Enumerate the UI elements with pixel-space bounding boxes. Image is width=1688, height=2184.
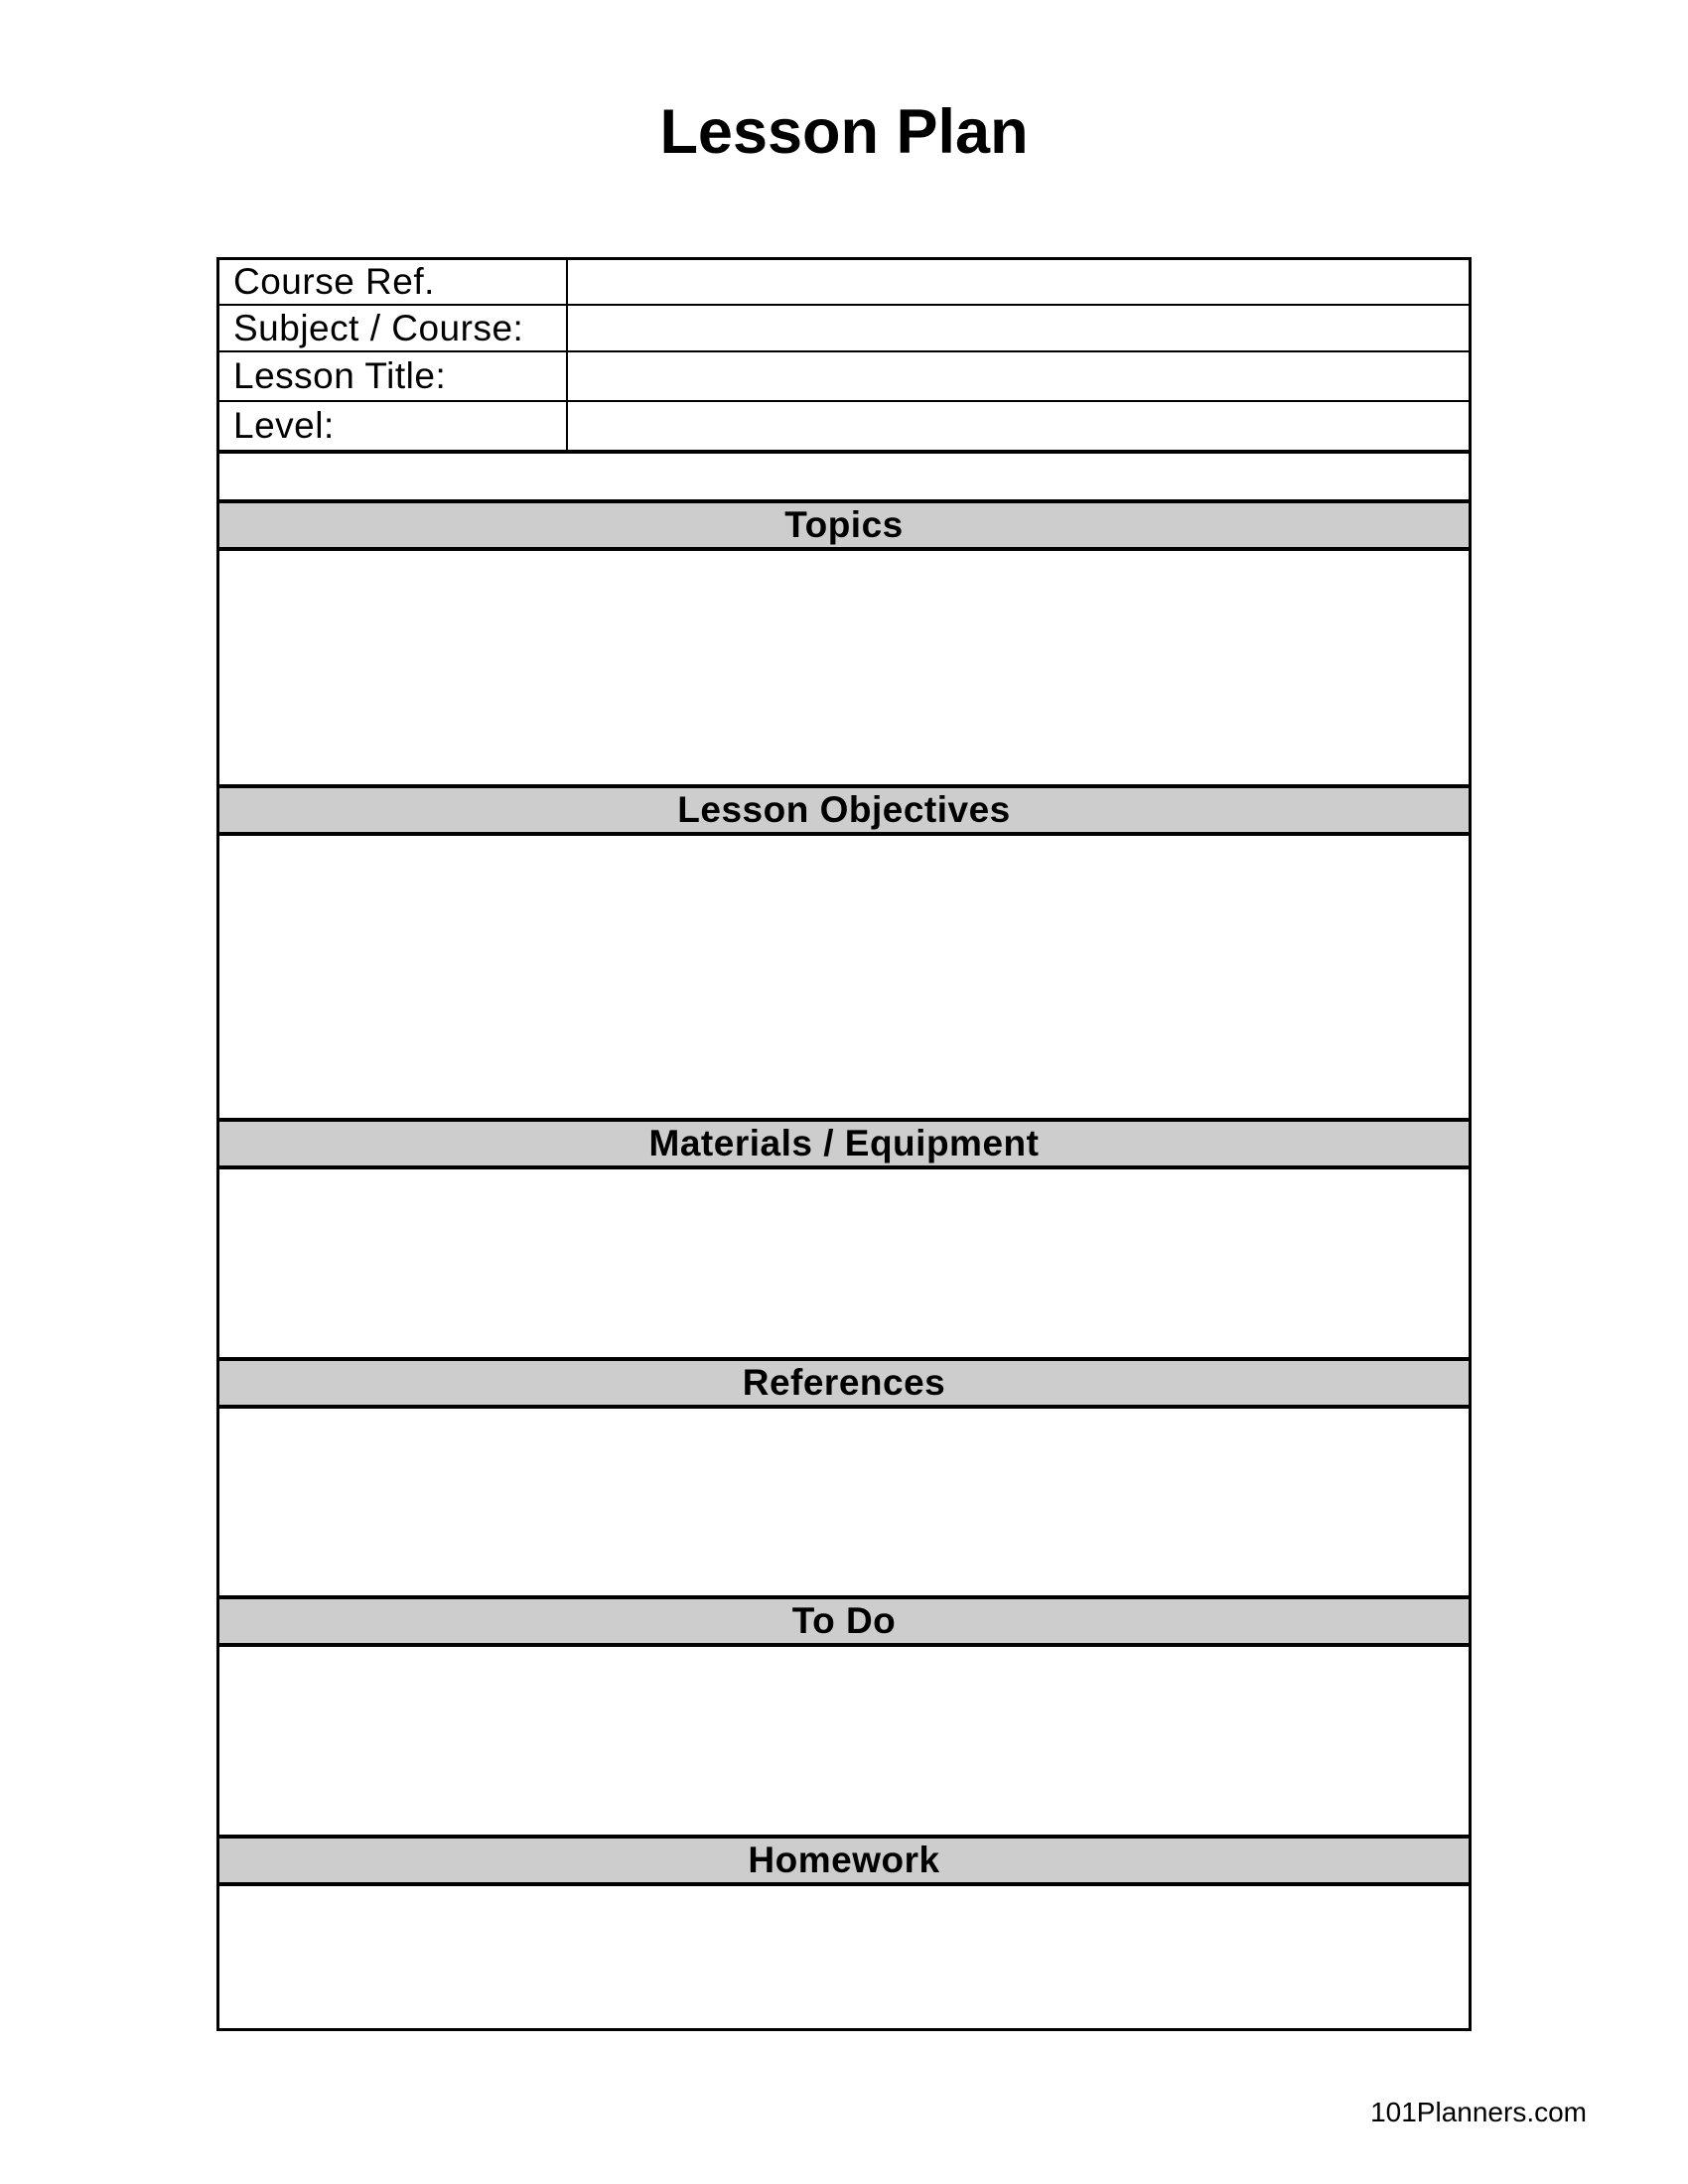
info-row-level: [219, 402, 1469, 454]
lesson-plan-form: [216, 257, 1472, 2031]
lesson-title-label: Lesson Title:: [219, 352, 568, 400]
course-ref-field[interactable]: [568, 260, 1469, 304]
page-title: Lesson Plan: [659, 97, 1029, 167]
section-body-references[interactable]: [219, 1409, 1469, 1599]
section-header-materials-equipment: [219, 1122, 1469, 1169]
footer-link[interactable]: 101Planners.com: [1370, 2097, 1587, 2127]
section-body-to-do[interactable]: [219, 1647, 1469, 1839]
section-header-topics: [219, 503, 1469, 551]
subject-course-label: Subject / Course:: [219, 306, 568, 350]
lesson-objectives-title: Lesson Objectives: [677, 789, 1011, 830]
course-ref-label: Course Ref.: [219, 260, 568, 304]
section-header-lesson-objectives: [219, 788, 1469, 836]
references-title: References: [742, 1362, 946, 1403]
section-header-homework: [219, 1839, 1469, 1886]
section-header-references: [219, 1361, 1469, 1409]
section-body-materials-equipment[interactable]: [219, 1169, 1469, 1361]
lesson-title-field[interactable]: [568, 352, 1469, 400]
info-row-course-ref: [219, 260, 1469, 306]
topics-title: Topics: [784, 504, 904, 545]
spacer-row: [219, 454, 1469, 503]
subject-course-field[interactable]: [568, 306, 1469, 350]
to-do-title: To Do: [791, 1600, 897, 1641]
level-label: Level:: [219, 402, 568, 450]
homework-title: Homework: [748, 1840, 940, 1880]
section-body-topics[interactable]: [219, 551, 1469, 788]
section-body-homework[interactable]: [219, 1886, 1469, 2028]
info-row-lesson-title: [219, 352, 1469, 402]
info-row-subject-course: [219, 306, 1469, 352]
section-body-lesson-objectives[interactable]: [219, 836, 1469, 1122]
materials-equipment-title: Materials / Equipment: [648, 1123, 1040, 1163]
level-field[interactable]: [568, 402, 1469, 450]
section-header-to-do: [219, 1599, 1469, 1647]
